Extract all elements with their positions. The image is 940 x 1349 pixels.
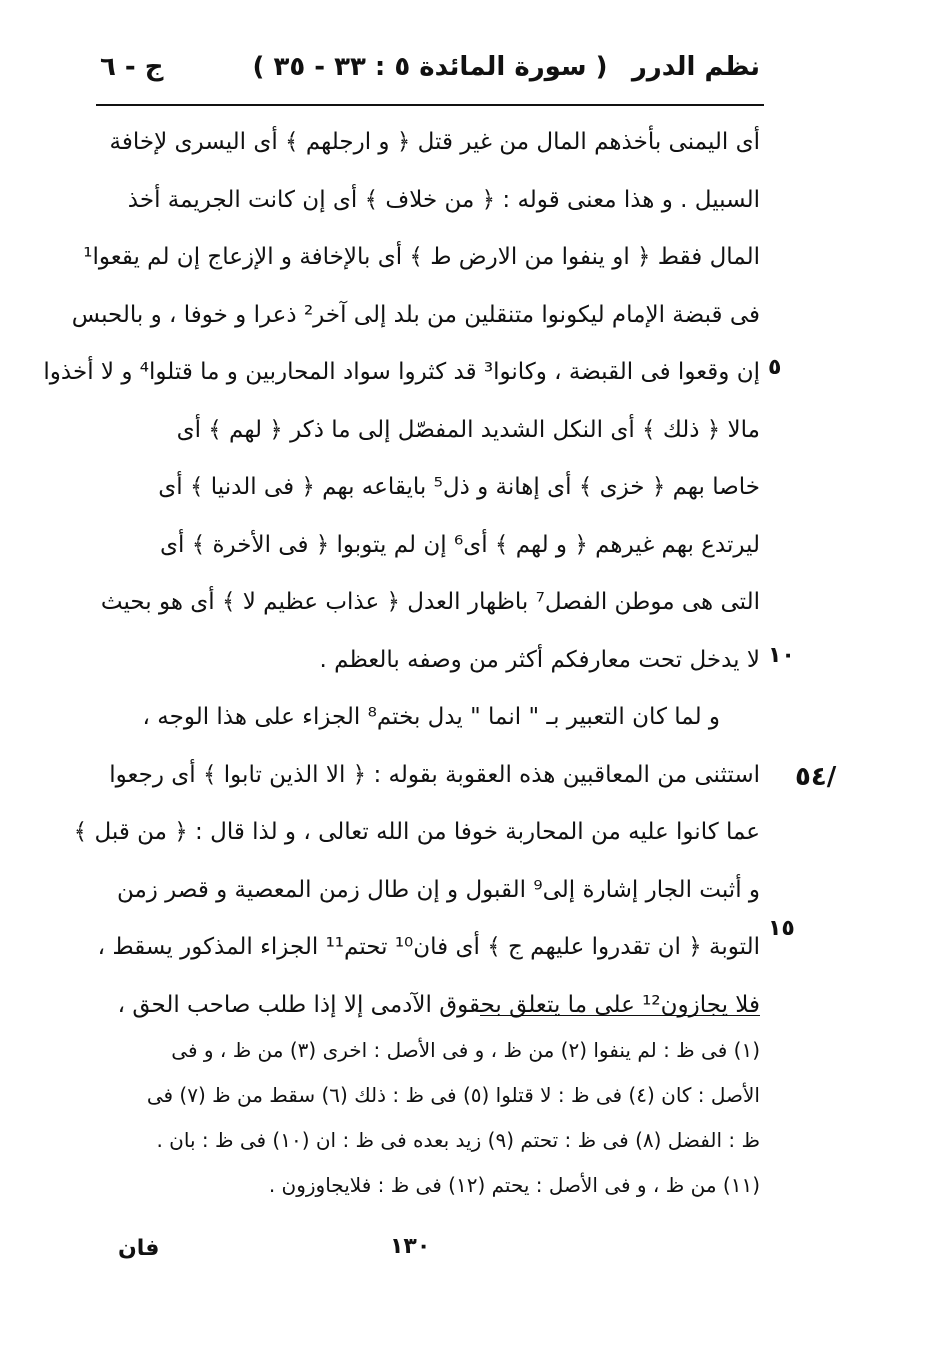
footnote-rule [480,1015,760,1016]
footnote-line: ظ : الفضل (٨) فى ظ : تحتم (٩) زيد بعده فى ظ : ان (١٠) فى ظ : بان . [156,1128,760,1152]
text-line: استثنى من المعاقبين هذه العقوبة بقوله : ﴿ الا الذين تابوا ﴾ أى رجعوا [109,761,760,788]
text-line: و أثبت الجار إشارة إلى⁹ القبول و إن طال زمن المعصية و قصر زمن [116,876,760,903]
footnote-line: (١) فى ظ : لم ينفوا (٢) من ظ ، و فى الأصل : اخرى (٣) من ظ ، و فى [171,1038,760,1062]
text-line: إن وقعوا فى القبضة ، وكانوا³ قد كثروا سواد المحاربين و ما قتلوا⁴ و لا أخذوا [43,359,760,385]
main-text [43,114,760,1034]
text-line: السبيل . و هذا معنى قوله : ﴿ من خلاف ﴾ أى إن كانت الجريمة أخذ [127,186,760,213]
footnote-line: الأصل : كان (٤) فى ظ : لا قتلوا (٥) فى ظ : ذلك (٦) سقط من ظ (٧) فى [146,1083,760,1107]
page-header [100,52,760,92]
text-line: التى هى موطن الفصل⁷ باظهار العدل ﴿ عذاب عظيم لا ﴾ أى هو بحيث [100,589,760,615]
text-line: فلا يجازون¹² على ما يتعلق بحقوق الآدمى إلا إذا طلب صاحب الحق ، [117,991,760,1018]
text-line: مالا ﴿ ذلك ﴾ أى النكل الشديد المفصّل إلى ما ذكر ﴿ لهم ﴾ أى [176,416,760,443]
surah-reference: ( سورة المائدة ٥ : ٣٣ - ٣٥ ) [252,52,608,82]
text-line: خاصا بهم ﴿ خزى ﴾ أى إهانة و ذل⁵ بايقاعه بهم ﴿ فى الدنيا ﴾ أى [158,474,760,500]
text-line: ليرتدع بهم غيرهم ﴿ و لهم ﴾ أى⁶ إن لم يتوبوا ﴿ فى الأخرة ﴾ أى [160,531,760,558]
page-number: ١٣٠ [390,1234,431,1259]
text-line: المال فقط ﴿ او ينفوا من الارض ط ﴾ أى بالإخافة و الإزعاج إن لم يقعوا¹ [83,244,760,270]
line-number-10: ١٠ [768,643,795,668]
book-title: نظم الدرر [631,52,760,82]
catchword: فان [118,1236,160,1261]
line-number-15: ١٥ [768,916,795,941]
text-line: التوبة ﴿ ان تقدروا عليهم ج ﴾ أى فان¹⁰ تحتم¹¹ الجزاء المذكور يسقط ، [97,934,760,960]
text-line: عما كانوا عليه من المحاربة خوفا من الله تعالى ، و لذا قال : ﴿ من قبل ﴾ [73,819,760,845]
volume-number: ج - ٦ [100,52,164,82]
footnote-line: (١١) من ظ ، و فى الأصل : يحتم (١٢) فى ظ : فلايجاوزون . [268,1173,760,1197]
text-line: أى اليمنى بأخذهم المال من غير قتل ﴿ و ارجلهم ﴾ أى اليسرى لإخافة [109,129,760,155]
text-line-paragraph-start: و لما كان التعبير بـ " انما " يدل بختم⁸ الجزاء على هذا الوجه ، [142,704,720,730]
footnotes [100,1028,760,1208]
header-rule [96,104,764,106]
line-number-5: ٥ [768,355,782,380]
text-line: فى قبضة الإمام ليكونوا متنقلين من بلد إلى آخر² ذعرا و خوفا ، و بالحبس [71,301,760,328]
manuscript-page-marker: /٥٤ [795,762,837,792]
text-line: لا يدخل تحت معارفكم أكثر من وصفه بالعظم . [319,646,760,673]
